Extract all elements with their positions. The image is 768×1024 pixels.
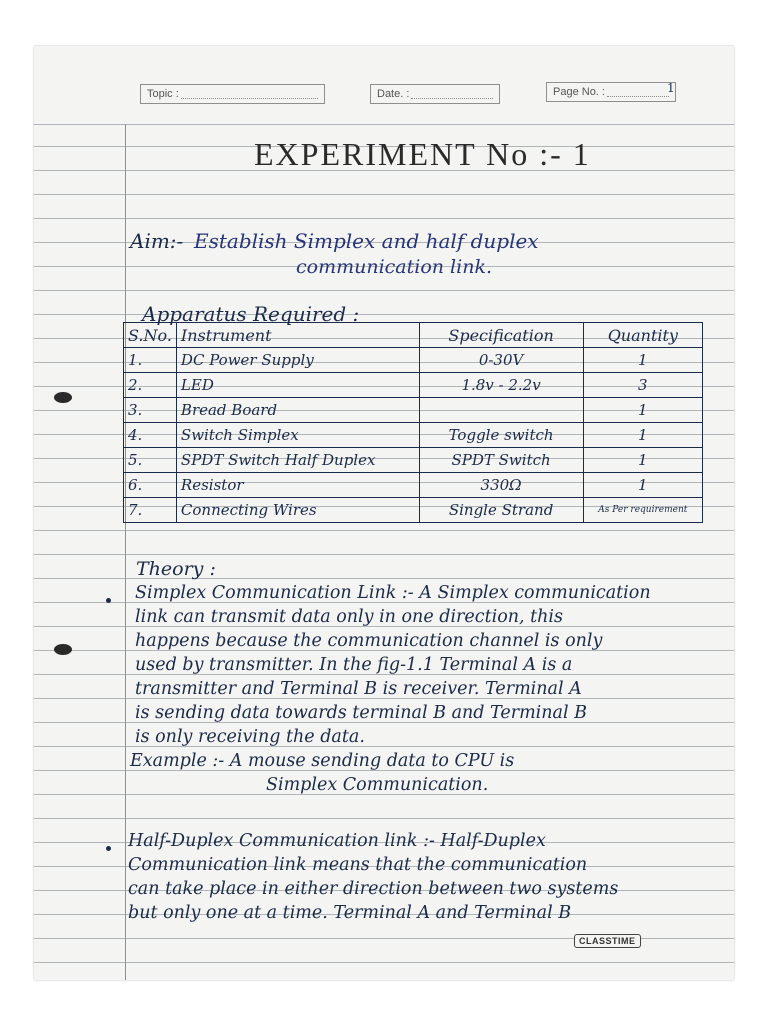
half-duplex-line: but only one at a time. Terminal A and Terminal B bbox=[128, 903, 572, 923]
table-row bbox=[124, 348, 703, 373]
cell-sno: 7. bbox=[124, 498, 177, 523]
cell-sno: 2. bbox=[124, 373, 177, 398]
simplex-line: used by transmitter. In the fig-1.1 Terminal A is a bbox=[135, 655, 573, 675]
theory-heading: Theory : bbox=[136, 558, 216, 580]
table-row bbox=[124, 373, 703, 398]
example-line-2: Simplex Communication. bbox=[266, 775, 489, 795]
example-line-1: Example :- A mouse sending data to CPU is bbox=[130, 751, 515, 771]
cell-specification: 1.8v - 2.2v bbox=[419, 373, 583, 398]
cell-quantity: 1 bbox=[583, 348, 702, 373]
cell-specification: 330Ω bbox=[419, 473, 583, 498]
bullet-simplex bbox=[106, 598, 111, 603]
half-duplex-line: Half-Duplex Communication link :- Half-Duplex bbox=[128, 831, 546, 851]
rule-line bbox=[34, 962, 734, 963]
cell-instrument: SPDT Switch Half Duplex bbox=[176, 448, 419, 473]
col-instrument: Instrument bbox=[176, 323, 419, 348]
date-label: Date. : bbox=[377, 88, 410, 100]
cell-instrument: Switch Simplex bbox=[176, 423, 419, 448]
simplex-line: Simplex Communication Link :- A Simplex communication bbox=[135, 583, 651, 603]
cell-quantity: 1 bbox=[583, 448, 702, 473]
simplex-line: transmitter and Terminal B is receiver. Terminal A bbox=[135, 679, 582, 699]
rule-line bbox=[34, 314, 734, 315]
simplex-line: is only receiving the data. bbox=[135, 727, 365, 747]
table-row bbox=[124, 498, 703, 523]
cell-instrument: LED bbox=[176, 373, 419, 398]
simplex-line: link can transmit data only in one direction, this bbox=[135, 607, 564, 627]
rule-line bbox=[34, 554, 734, 555]
cell-instrument: Bread Board bbox=[176, 398, 419, 423]
cell-instrument: DC Power Supply bbox=[176, 348, 419, 373]
cell-instrument: Resistor bbox=[176, 473, 419, 498]
col-quantity: Quantity bbox=[583, 323, 702, 348]
notebook-page bbox=[34, 46, 734, 980]
table-row bbox=[124, 473, 703, 498]
cell-specification bbox=[419, 398, 583, 423]
apparatus-table bbox=[123, 322, 703, 523]
margin-line bbox=[125, 124, 126, 980]
page-label: Page No. : bbox=[553, 86, 605, 98]
rule-line bbox=[34, 194, 734, 195]
simplex-line: is sending data towards terminal B and Terminal B bbox=[135, 703, 587, 723]
table-row bbox=[124, 398, 703, 423]
col-specification: Specification bbox=[419, 323, 583, 348]
cell-specification: SPDT Switch bbox=[419, 448, 583, 473]
simplex-line: happens because the communication channel is only bbox=[135, 631, 603, 651]
topic-field bbox=[140, 84, 325, 104]
punch-hole bbox=[54, 392, 72, 403]
apparatus-heading: Apparatus Required : bbox=[142, 302, 360, 326]
date-field bbox=[370, 84, 500, 104]
table-row bbox=[124, 448, 703, 473]
rule-line bbox=[34, 818, 734, 819]
cell-specification: Toggle switch bbox=[419, 423, 583, 448]
topic-label: Topic : bbox=[147, 88, 179, 100]
rule-line bbox=[34, 124, 734, 125]
cell-quantity: 1 bbox=[583, 423, 702, 448]
cell-quantity: 1 bbox=[583, 473, 702, 498]
cell-sno: 6. bbox=[124, 473, 177, 498]
rule-line bbox=[34, 218, 734, 219]
half-duplex-line: Communication link means that the communication bbox=[128, 855, 588, 875]
cell-sno: 1. bbox=[124, 348, 177, 373]
page-number-value: 1 bbox=[666, 81, 675, 95]
cell-quantity: 3 bbox=[583, 373, 702, 398]
aim-line-2: communication link. bbox=[296, 256, 493, 278]
table-row bbox=[124, 423, 703, 448]
cell-sno: 4. bbox=[124, 423, 177, 448]
aim-label: Aim:- bbox=[130, 229, 184, 253]
cell-sno: 5. bbox=[124, 448, 177, 473]
page-number-field bbox=[546, 82, 676, 102]
page-title: EXPERIMENT No :- 1 bbox=[254, 136, 591, 172]
cell-sno: 3. bbox=[124, 398, 177, 423]
punch-hole bbox=[54, 644, 72, 655]
half-duplex-line: can take place in either direction between two systems bbox=[128, 879, 619, 899]
col-sno: S.No. bbox=[124, 323, 177, 348]
rule-line bbox=[34, 530, 734, 531]
cell-quantity: 1 bbox=[583, 398, 702, 423]
table-header-row bbox=[124, 323, 703, 348]
cell-instrument: Connecting Wires bbox=[176, 498, 419, 523]
aim-line-1: Establish Simplex and half duplex bbox=[194, 229, 539, 253]
cell-quantity: As Per requirement bbox=[583, 498, 702, 523]
brand-logo: CLASSTIME bbox=[574, 934, 641, 948]
cell-specification: 0-30V bbox=[419, 348, 583, 373]
bullet-half-duplex bbox=[106, 846, 111, 851]
cell-specification: Single Strand bbox=[419, 498, 583, 523]
rule-line bbox=[34, 290, 734, 291]
